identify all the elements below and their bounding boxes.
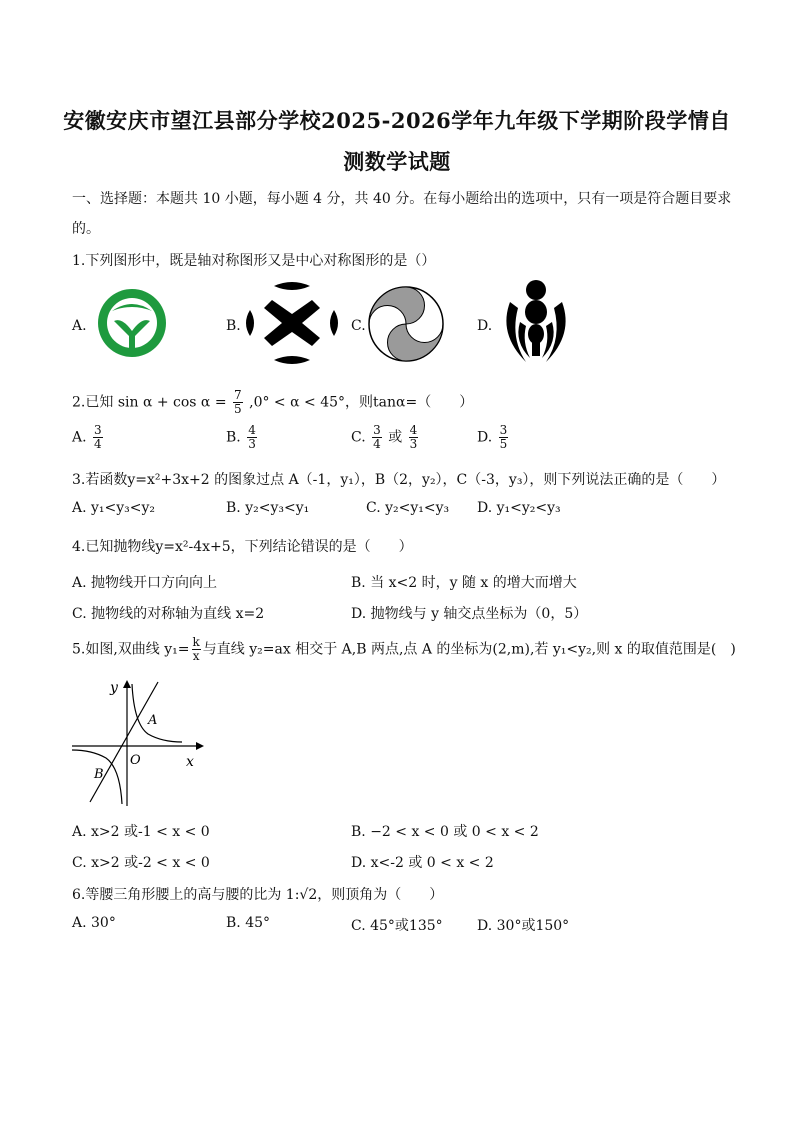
y-axis-arrow-icon [123,680,131,688]
q2-c-label: C. [351,429,366,446]
q2-a-num: 3 [94,423,102,437]
q2-a-label: A. [72,429,87,446]
graph-label-y: y [110,680,118,696]
q3-option-d: D. y₁<y₂<y₃ [477,500,561,516]
q5-frac-num: k [192,635,200,649]
green-food-logo-icon [92,287,172,359]
q2-option-a [72,424,105,451]
q2-d-fraction [499,424,509,451]
q2-condition: ,0° < α < 45° [249,394,346,411]
q2-option-c [351,424,420,451]
section-instruction-cont: 的。 [72,221,100,237]
question-5-stem [72,636,736,663]
q2-d-label: D. [477,429,493,446]
q2-option-b [226,424,259,451]
q2-c-den1: 4 [373,437,381,451]
graph-label-a: A [148,713,158,728]
q2-prefix: 2.已知 [72,394,114,411]
flame-figure-icon [496,278,576,366]
q2-fraction [233,389,243,416]
q2-b-num: 4 [248,423,256,437]
question-1-stem: 1.下列图形中，既是轴对称图形又是中心对称图形的是（） [72,253,436,269]
q2-d-den: 5 [499,437,508,451]
q1-option-d-label: D. [477,318,493,334]
q3-option-a: A. y₁<y₃<y₂ [72,500,156,516]
q5-option-a: A. x>2 或-1 < x < 0 [72,824,210,840]
question-6-stem: 6.等腰三角形腰上的高与腰的比为 1:√2，则顶角为（ ） [72,887,444,903]
q6-option-a: A. 30° [72,915,116,931]
hyperbola-line-graph [70,672,210,808]
q2-b-label: B. [226,429,241,446]
q2-frac-num: 7 [234,388,242,402]
q4-option-b: B. 当 x<2 时，y 随 x 的增大而增大 [351,575,577,591]
q6-option-b: B. 45° [226,915,271,931]
q2-option-d [477,424,510,451]
q2-d-num: 3 [499,423,508,437]
q4-option-a: A. 抛物线开口方向向上 [72,575,218,591]
section-instruction: 一、选择题：本题共 10 小题，每小题 4 分，共 40 分。在每小题给出的选项中，只有一项是符合题目要求 [72,191,732,207]
q5-fraction [192,636,201,663]
x-shape-figure-icon [244,280,340,366]
q2-c-num2: 4 [409,423,418,437]
q4-option-c: C. 抛物线的对称轴为直线 x=2 [72,606,265,622]
page-title-cont: 测数学试题 [343,149,451,174]
q1-option-b-label: B. [226,318,241,334]
q2-c-num1: 3 [373,423,381,437]
q3-option-c: C. y₂<y₁<y₃ [366,500,450,516]
page-title: 安徽安庆市望江县部分学校2025-2026学年九年级下学期阶段学情自 [63,108,731,133]
q1-option-a-label: A. [72,318,87,334]
q2-a-fraction [93,424,103,451]
q4-option-d: D. 抛物线与 y 轴交点坐标为（0，5） [351,606,588,622]
q2-c-or: 或 [388,429,403,446]
q3-option-b: B. y₂<y₃<y₁ [226,500,310,516]
line-y2 [90,682,158,802]
x-axis-arrow-icon [196,742,204,750]
q2-c-fraction-1 [372,424,382,451]
q5-option-c: C. x>2 或-2 < x < 0 [72,855,210,871]
question-4-stem: 4.已知抛物线y=x²-4x+5，下列结论错误的是（ ） [72,539,413,555]
q5-frac-den: x [192,649,200,663]
q2-c-fraction-2 [409,424,419,451]
q2-suffix: ，则tanα=（ ） [345,394,474,411]
q2-frac-den: 5 [234,402,242,416]
q2-c-den2: 3 [409,437,418,451]
q2-a-den: 4 [94,437,102,451]
graph-label-b: B [94,767,104,782]
q6-option-d: D. 30°或150° [477,918,570,934]
q2-expression: sin α + cos α = [117,394,227,411]
q2-b-den: 3 [248,437,256,451]
q5-option-d: D. x<-2 或 0 < x < 2 [351,855,494,871]
q1-option-c-label: C. [351,318,366,334]
q2-b-fraction [247,424,257,451]
question-3-stem: 3.若函数y=x²+3x+2 的图象过点 A（-1，y₁），B（2，y₂），C（-3，y₃），则下列说法正确的是（ ） [72,472,726,488]
q6-option-c: C. 45°或135° [351,918,443,934]
graph-label-x: x [186,754,194,770]
swirl-circle-icon [366,284,446,364]
question-2-stem [72,389,473,416]
q5-option-b: B. −2 < x < 0 或 0 < x < 2 [351,824,539,840]
graph-label-o: O [130,753,141,768]
q5-suffix: 与直线 y₂=ax 相交于 A,B 两点,点 A 的坐标为(2,m),若 y₁<y₂,则 x 的取值范围是( ) [202,641,736,658]
q5-prefix: 5.如图,双曲线 y₁= [72,641,190,658]
